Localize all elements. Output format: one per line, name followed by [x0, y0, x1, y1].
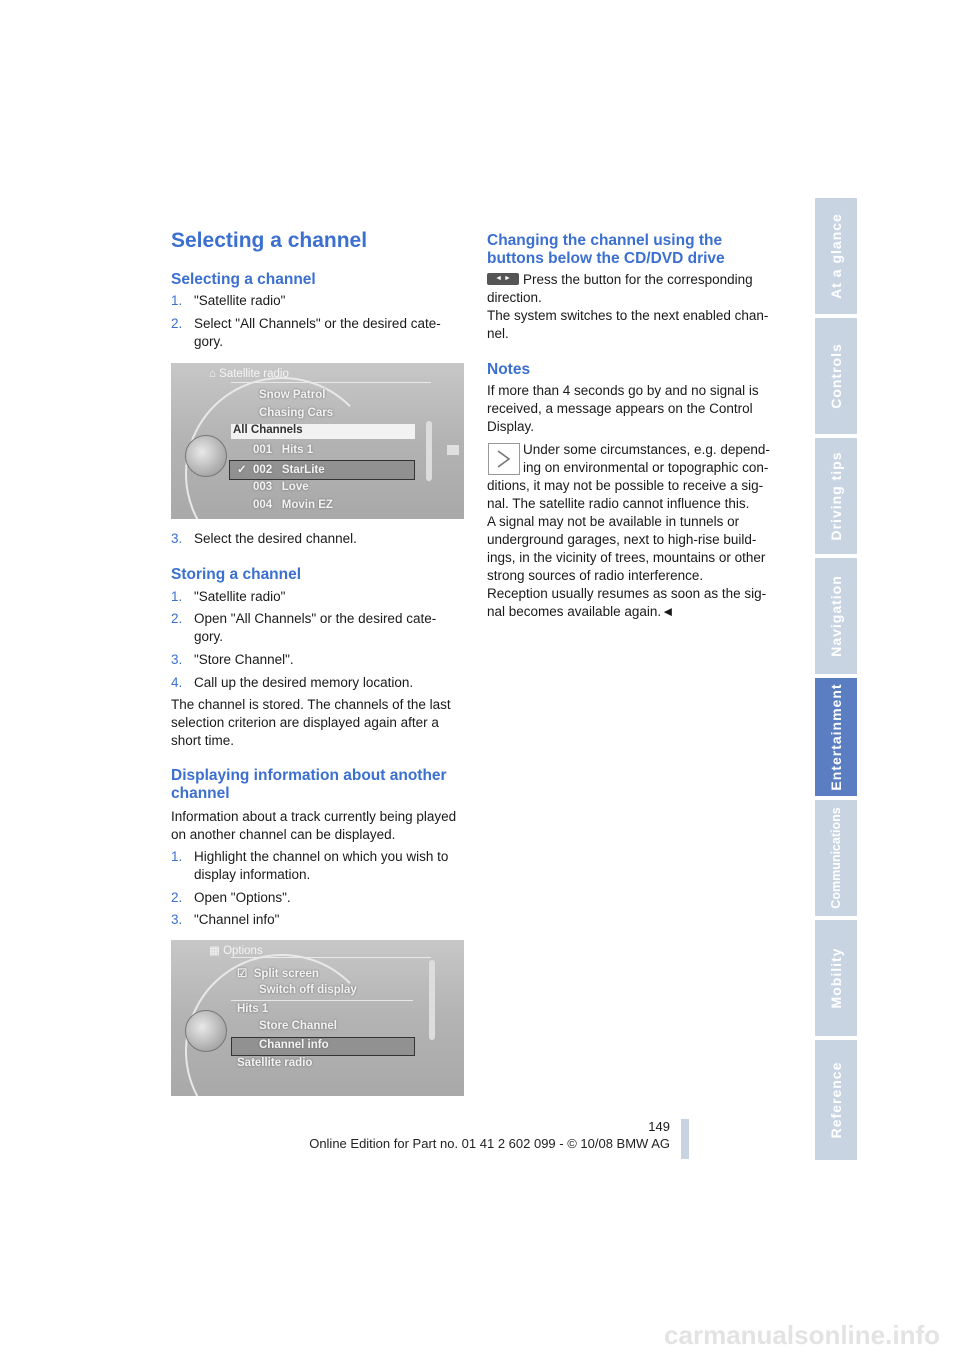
list-item: 1. "Satellite radio"	[171, 589, 286, 604]
list-item: 2. Open "Options".	[171, 890, 291, 905]
tab-driving-tips[interactable]: Driving tips	[815, 438, 857, 554]
note-paragraph: Under some circumstances, e.g. depend- ing on environmental or topographic con- ditions, it may not be possible to receive a sig- nal. The satellite radio cannot influence this. A signal may not be available in tunnels or underground garages, next to high-rise build- ings, in the vicinity of trees, mountains or other strong sources of radio interference. Reception usually resumes as soon as the sig- nal becomes available again.◄	[487, 442, 770, 619]
list-item: ☑ Split screen	[237, 968, 319, 980]
list-item: 2. Select "All Channels" or the desired cate- gory.	[171, 316, 441, 349]
paragraph: The channel is stored. The channels of the last selection criterion are displayed again after a short time.	[171, 697, 451, 748]
scrollbar	[429, 960, 435, 1040]
tab-communications[interactable]: Communications	[815, 800, 857, 916]
paragraph: Information about a track currently being played on another channel can be displayed.	[171, 809, 457, 842]
list-item: 3. Select the desired channel.	[171, 531, 357, 546]
list-item: 003 Love	[253, 481, 309, 493]
list-item: Satellite radio	[237, 1057, 313, 1069]
cd-buttons-icon: ◄ ►	[487, 273, 519, 285]
screen-title: ▦ Options	[209, 945, 263, 957]
screen-title: ⌂ Satellite radio	[209, 368, 289, 380]
list-item: 004 Movin EZ	[253, 499, 333, 511]
heading-storing: Storing a channel	[171, 566, 302, 583]
chapter-tabs	[815, 198, 857, 1160]
list-item: Channel info	[259, 1039, 329, 1051]
list-item: 3. "Store Channel".	[171, 652, 294, 667]
list-item: 1. Highlight the channel on which you wish to display information.	[171, 849, 449, 882]
footer-text: Online Edition for Part no. 01 41 2 602 099 - © 10/08 BMW AG	[309, 1136, 670, 1151]
screenshot-channel-list	[171, 363, 464, 519]
checkbox-icon: ☑	[237, 968, 248, 980]
section-title: Selecting a channel	[171, 229, 368, 252]
heading-changing: Changing the channel using the buttons below the CD/DVD drive	[487, 232, 725, 267]
list-item: Store Channel	[259, 1020, 337, 1032]
controller-knob-icon	[185, 1010, 227, 1052]
tab-mobility[interactable]: Mobility	[815, 920, 857, 1036]
controller-knob-icon	[185, 435, 227, 477]
heading-notes: Notes	[487, 361, 531, 378]
list-item: ✓ 002 StarLite	[237, 464, 325, 476]
page-marker	[681, 1119, 689, 1159]
list-item: Snow Patrol	[259, 389, 326, 401]
tab-entertainment[interactable]: Entertainment	[815, 678, 857, 796]
list-item: 4. Call up the desired memory location.	[171, 675, 414, 690]
scrollbar	[426, 421, 432, 481]
tab-navigation[interactable]: Navigation	[815, 558, 857, 674]
screenshot-options-menu	[171, 940, 464, 1096]
page-number: 149	[648, 1119, 670, 1134]
list-item: 2. Open "All Channels" or the desired cate- gory.	[171, 611, 437, 644]
satellite-icon: ⌂	[209, 368, 220, 380]
heading-selecting: Selecting a channel	[171, 271, 316, 288]
list-item: Switch off display	[259, 984, 357, 996]
paragraph: If more than 4 seconds go by and no signal is received, a message appears on the Control Display.	[487, 383, 759, 434]
list-item: 001 Hits 1	[253, 444, 314, 456]
list-item: 1. "Satellite radio"	[171, 293, 286, 308]
tab-at-a-glance[interactable]: At a glance	[815, 198, 857, 314]
options-icon: ▦	[209, 945, 224, 957]
paragraph: Press the button for the corresponding direction. The system switches to the next enabled chan- nel.	[487, 272, 769, 341]
list-item: Chasing Cars	[259, 407, 334, 419]
list-item: 3. "Channel info"	[171, 912, 280, 927]
list-item-highlighted: All Channels	[231, 424, 415, 439]
heading-info: Displaying information about another channel	[171, 767, 447, 802]
tab-controls[interactable]: Controls	[815, 318, 857, 434]
list-item: Hits 1	[237, 1003, 269, 1015]
right-edge-icon	[447, 445, 459, 455]
tab-reference[interactable]: Reference	[815, 1040, 857, 1160]
watermark: carmanualsonline.info	[664, 1320, 940, 1350]
